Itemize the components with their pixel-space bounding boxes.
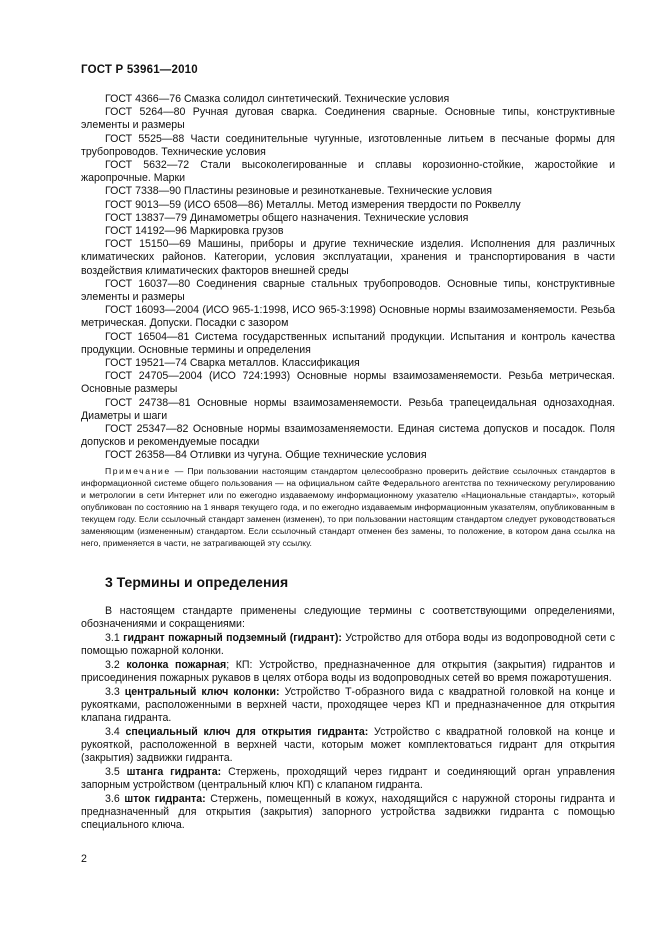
section-title: 3 Термины и определения <box>105 574 289 590</box>
reference-item: ГОСТ 5264—80 Ручная дуговая сварка. Соединения сварные. Основные типы, конструктивные элементы и размеры <box>81 106 615 132</box>
reference-item: ГОСТ 16093—2004 (ИСО 965-1:1998, ИСО 965-3:1998) Основные нормы взаимозаменяемости. Резьба метрическая. Допуски. Посадки с зазором <box>81 304 615 330</box>
terms-section <box>81 605 615 833</box>
term-name: колонка пожарная <box>126 658 227 671</box>
reference-item: ГОСТ 25347—82 Основные нормы взаимозаменяемости. Единая система допусков и посадок. Поля допусков и рекомендуемые посадки <box>81 423 615 449</box>
reference-item: ГОСТ 24705—2004 (ИСО 724:1993) Основные нормы взаимозаменяемости. Резьба метрическая. Основные размеры <box>81 370 615 396</box>
note-text: — При пользовании настоящим стандартом целесообразно проверить действие ссылочных стандартов в информационной системе общего пользования — на официальном сайте Федерального агентства по техническому регулированию и метрологии в сети Интернет или по ежегодно издаваемому информационному указателю «Национальные стандарты», который опубликован по состоянию на 1 января текущего года, и по ежегодно издаваемым информационным указателям, опубликованным в текущем году. Если ссылочный стандарт заменен (изменен), то при пользовании настоящим стандартом следует руководствоваться заменяющим (измененным) стандартом. Если ссылочный стандарт отменен без замены, то положение, в котором дана ссылка на него, применяется в части, не затрагивающей эту ссылку. <box>81 466 616 548</box>
term-number: 3.4 <box>105 725 120 738</box>
term-number: 3.1 <box>105 631 120 644</box>
term-definition: Устройство Т-образного вида с квадратной головкой на конце и рукоятками, расположенными в верхней части, проходящее через КП и предназначенное для открытия клапана гидранта. <box>81 685 615 725</box>
reference-item: ГОСТ 5632—72 Стали высоколегированные и сплавы корозионно-стойкие, жаростойкие и жаропрочные. Марки <box>81 159 615 185</box>
reference-item: ГОСТ 16037—80 Соединения сварные стальных трубопроводов. Основные типы, конструктивные элементы и размеры <box>81 277 615 304</box>
term-entry <box>81 659 615 685</box>
term-number: 3.5 <box>105 765 120 778</box>
term-number: 3.2 <box>105 658 120 671</box>
term-name: специальный ключ для открытия гидранта: <box>125 725 369 738</box>
reference-item: ГОСТ 14192—96 Маркировка грузов <box>105 225 284 238</box>
reference-item: ГОСТ 19521—74 Сварка металлов. Классификация <box>105 357 360 370</box>
term-entry <box>81 793 615 833</box>
term-name: гидрант пожарный подземный (гидрант): <box>123 631 342 644</box>
reference-item: ГОСТ 15150—69 Машины, приборы и другие технические изделия. Исполнения для различных климатических районов. Категории, условия эксплуатации, хранения и транспортирования в части воздействия климатических факторов внешней среды <box>81 238 615 277</box>
term-definition: Стержень, проходящий через гидрант и соединяющий орган управления запорным устройством (центральный ключ КП) с клапаном гидранта. <box>81 765 616 792</box>
normative-references-list <box>81 93 615 463</box>
reference-item: ГОСТ 7338—90 Пластины резиновые и резинотканевые. Технические условия <box>105 185 493 198</box>
note-label: Примечание <box>105 466 171 476</box>
term-definition: Устройство с квадратной головкой на конце и рукояткой, расположенной в верхней части, которым может комплектоваться гидрант для открытия (закрытия) задвижки гидранта. <box>81 725 615 765</box>
reference-item: ГОСТ 16504—81 Система государственных испытаний продукции. Испытания и контроль качества продукции. Основные термины и определения <box>81 330 615 356</box>
term-entry <box>81 766 615 792</box>
reference-item: ГОСТ 24738—81 Основные нормы взаимозаменяемости. Резьба трапецеидальная однозаходная. Диаметры и шаги <box>81 396 615 422</box>
reference-item: ГОСТ 4366—76 Смазка солидол синтетический. Технические условия <box>105 93 450 105</box>
note-paragraph <box>81 465 615 549</box>
page-number: 2 <box>81 853 87 865</box>
reference-item: ГОСТ 13837—79 Динамометры общего назначения. Технические условия <box>105 211 469 224</box>
term-entry <box>81 726 615 766</box>
reference-item: ГОСТ 9013—59 (ИСО 6508—86) Металлы. Метод измерения твердости по Роквеллу <box>105 198 521 211</box>
term-name: штанга гидранта: <box>126 765 222 778</box>
section-intro: В настоящем стандарте применены следующие термины с соответствующими определениями, обозначениями и сокращениями: <box>81 605 615 631</box>
reference-item: ГОСТ 5525—88 Части соединительные чугунные, изготовленные литьем в песчаные формы для трубопроводов. Технические условия <box>81 132 615 158</box>
term-entry <box>81 686 615 726</box>
reference-item: ГОСТ 26358—84 Отливки из чугуна. Общие технические условия <box>105 449 427 462</box>
term-number: 3.6 <box>105 792 120 805</box>
term-name: центральный ключ колонки: <box>124 685 280 698</box>
term-definition: ; КП: Устройство, предназначенное для открытия (закрытия) гидрантов и присоединения пожарных рукавов в целях отбора воды из водопроводных сетей во время пожаротушения. <box>81 658 615 685</box>
term-name: шток гидранта: <box>124 792 206 805</box>
term-number: 3.3 <box>105 685 120 698</box>
page-header: ГОСТ Р 53961—2010 <box>81 64 198 76</box>
term-entry <box>81 632 615 658</box>
term-definition: Устройство для отбора воды из водопроводной сети с помощью пожарной колонки. <box>81 631 616 658</box>
term-definition: Стержень, помещенный в кожух, находящийся с наружной стороны гидранта и предназначенный для открытия (закрытия) запорного устройства задвижки гидранта с помощью специального ключа. <box>81 792 615 832</box>
